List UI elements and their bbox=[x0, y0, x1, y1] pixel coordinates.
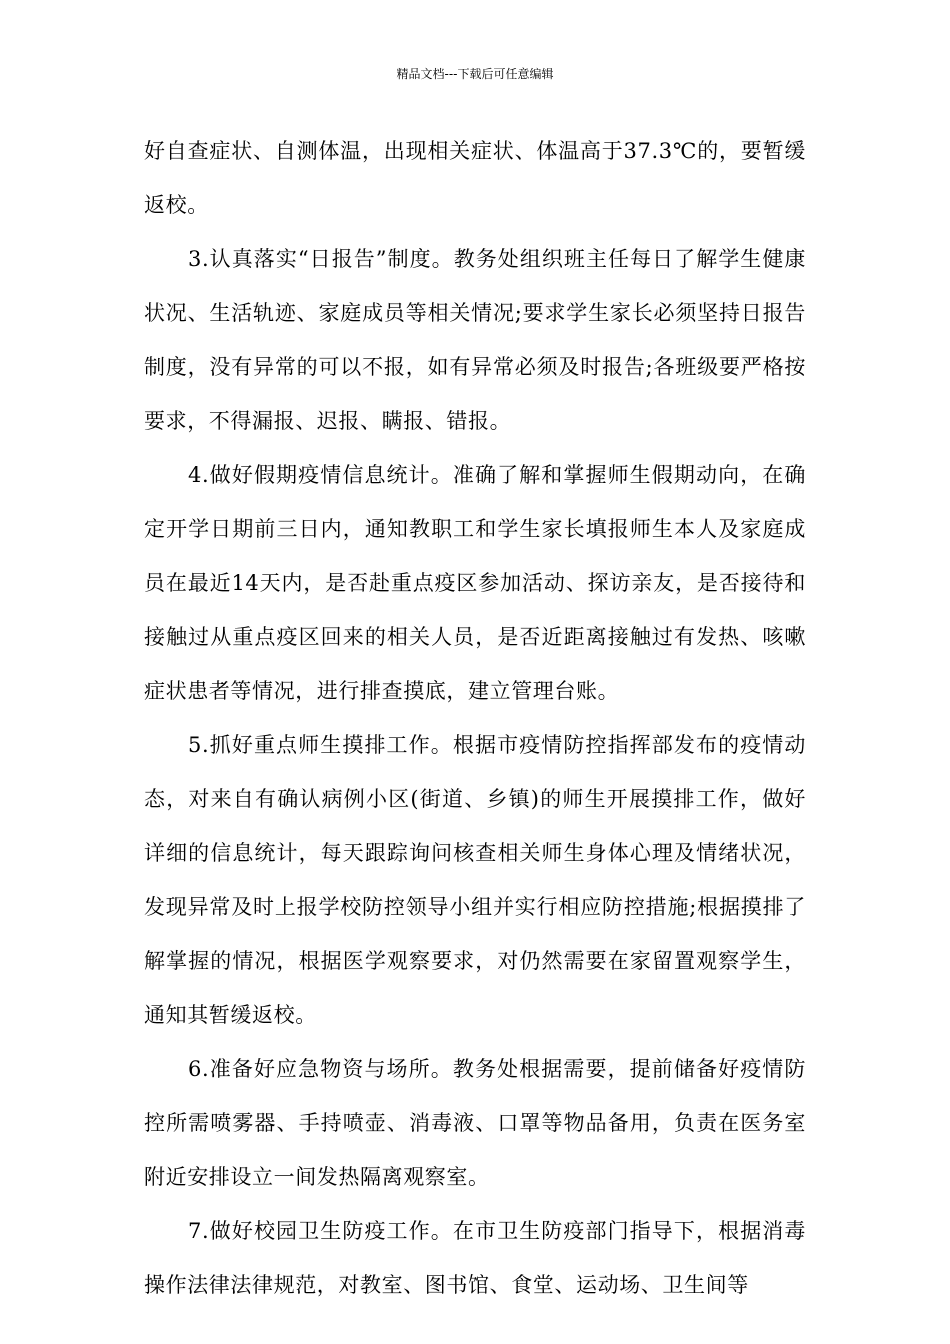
document-body bbox=[144, 124, 806, 1312]
paragraph-item-3: 3.认真落实“日报告”制度。教务处组织班主任每日了解学生健康状况、生活轨迹、家庭成员等相关情况;要求学生家长必须坚持日报告制度，没有异常的可以不报，如有异常必须及时报告;各班级要严格按要求，不得漏报、迟报、瞒报、错报。 bbox=[144, 247, 806, 433]
paragraph-item-7: 7.做好校园卫生防疫工作。在市卫生防疫部门指导下，根据消毒操作法律法律规范，对教室、图书馆、食堂、运动场、卫生间等 bbox=[144, 1219, 806, 1297]
page-header: 精品文档---下载后可任意编辑 bbox=[396, 67, 554, 81]
paragraph-item-5: 5.抓好重点师生摸排工作。根据市疫情防控指挥部发布的疫情动态，对来自有确认病例小区(街道、乡镇)的师生开展摸排工作，做好详细的信息统计，每天跟踪询问核查相关师生身体心理及情绪状况，发现异常及时上报学校防控领导小组并实行相应防控措施;根据摸排了解掌握的情况，根据医学观察要求，对仍然需要在家留置观察学生，通知其暂缓返校。 bbox=[144, 733, 806, 1027]
paragraph-continuation: 好自查症状、自测体温，出现相关症状、体温高于37.3℃的，要暂缓返校。 bbox=[144, 139, 806, 217]
paragraph-item-6: 6.准备好应急物资与场所。教务处根据需要，提前储备好疫情防控所需喷雾器、手持喷壶、消毒液、口罩等物品备用，负责在医务室附近安排设立一间发热隔离观察室。 bbox=[144, 1057, 806, 1189]
paragraph-item-4: 4.做好假期疫情信息统计。准确了解和掌握师生假期动向，在确定开学日期前三日内，通知教职工和学生家长填报师生本人及家庭成员在最近14天内，是否赴重点疫区参加活动、探访亲友，是否接待和接触过从重点疫区回来的相关人员，是否近距离接触过有发热、咳嗽症状患者等情况，进行排查摸底，建立管理台账。 bbox=[144, 463, 806, 703]
